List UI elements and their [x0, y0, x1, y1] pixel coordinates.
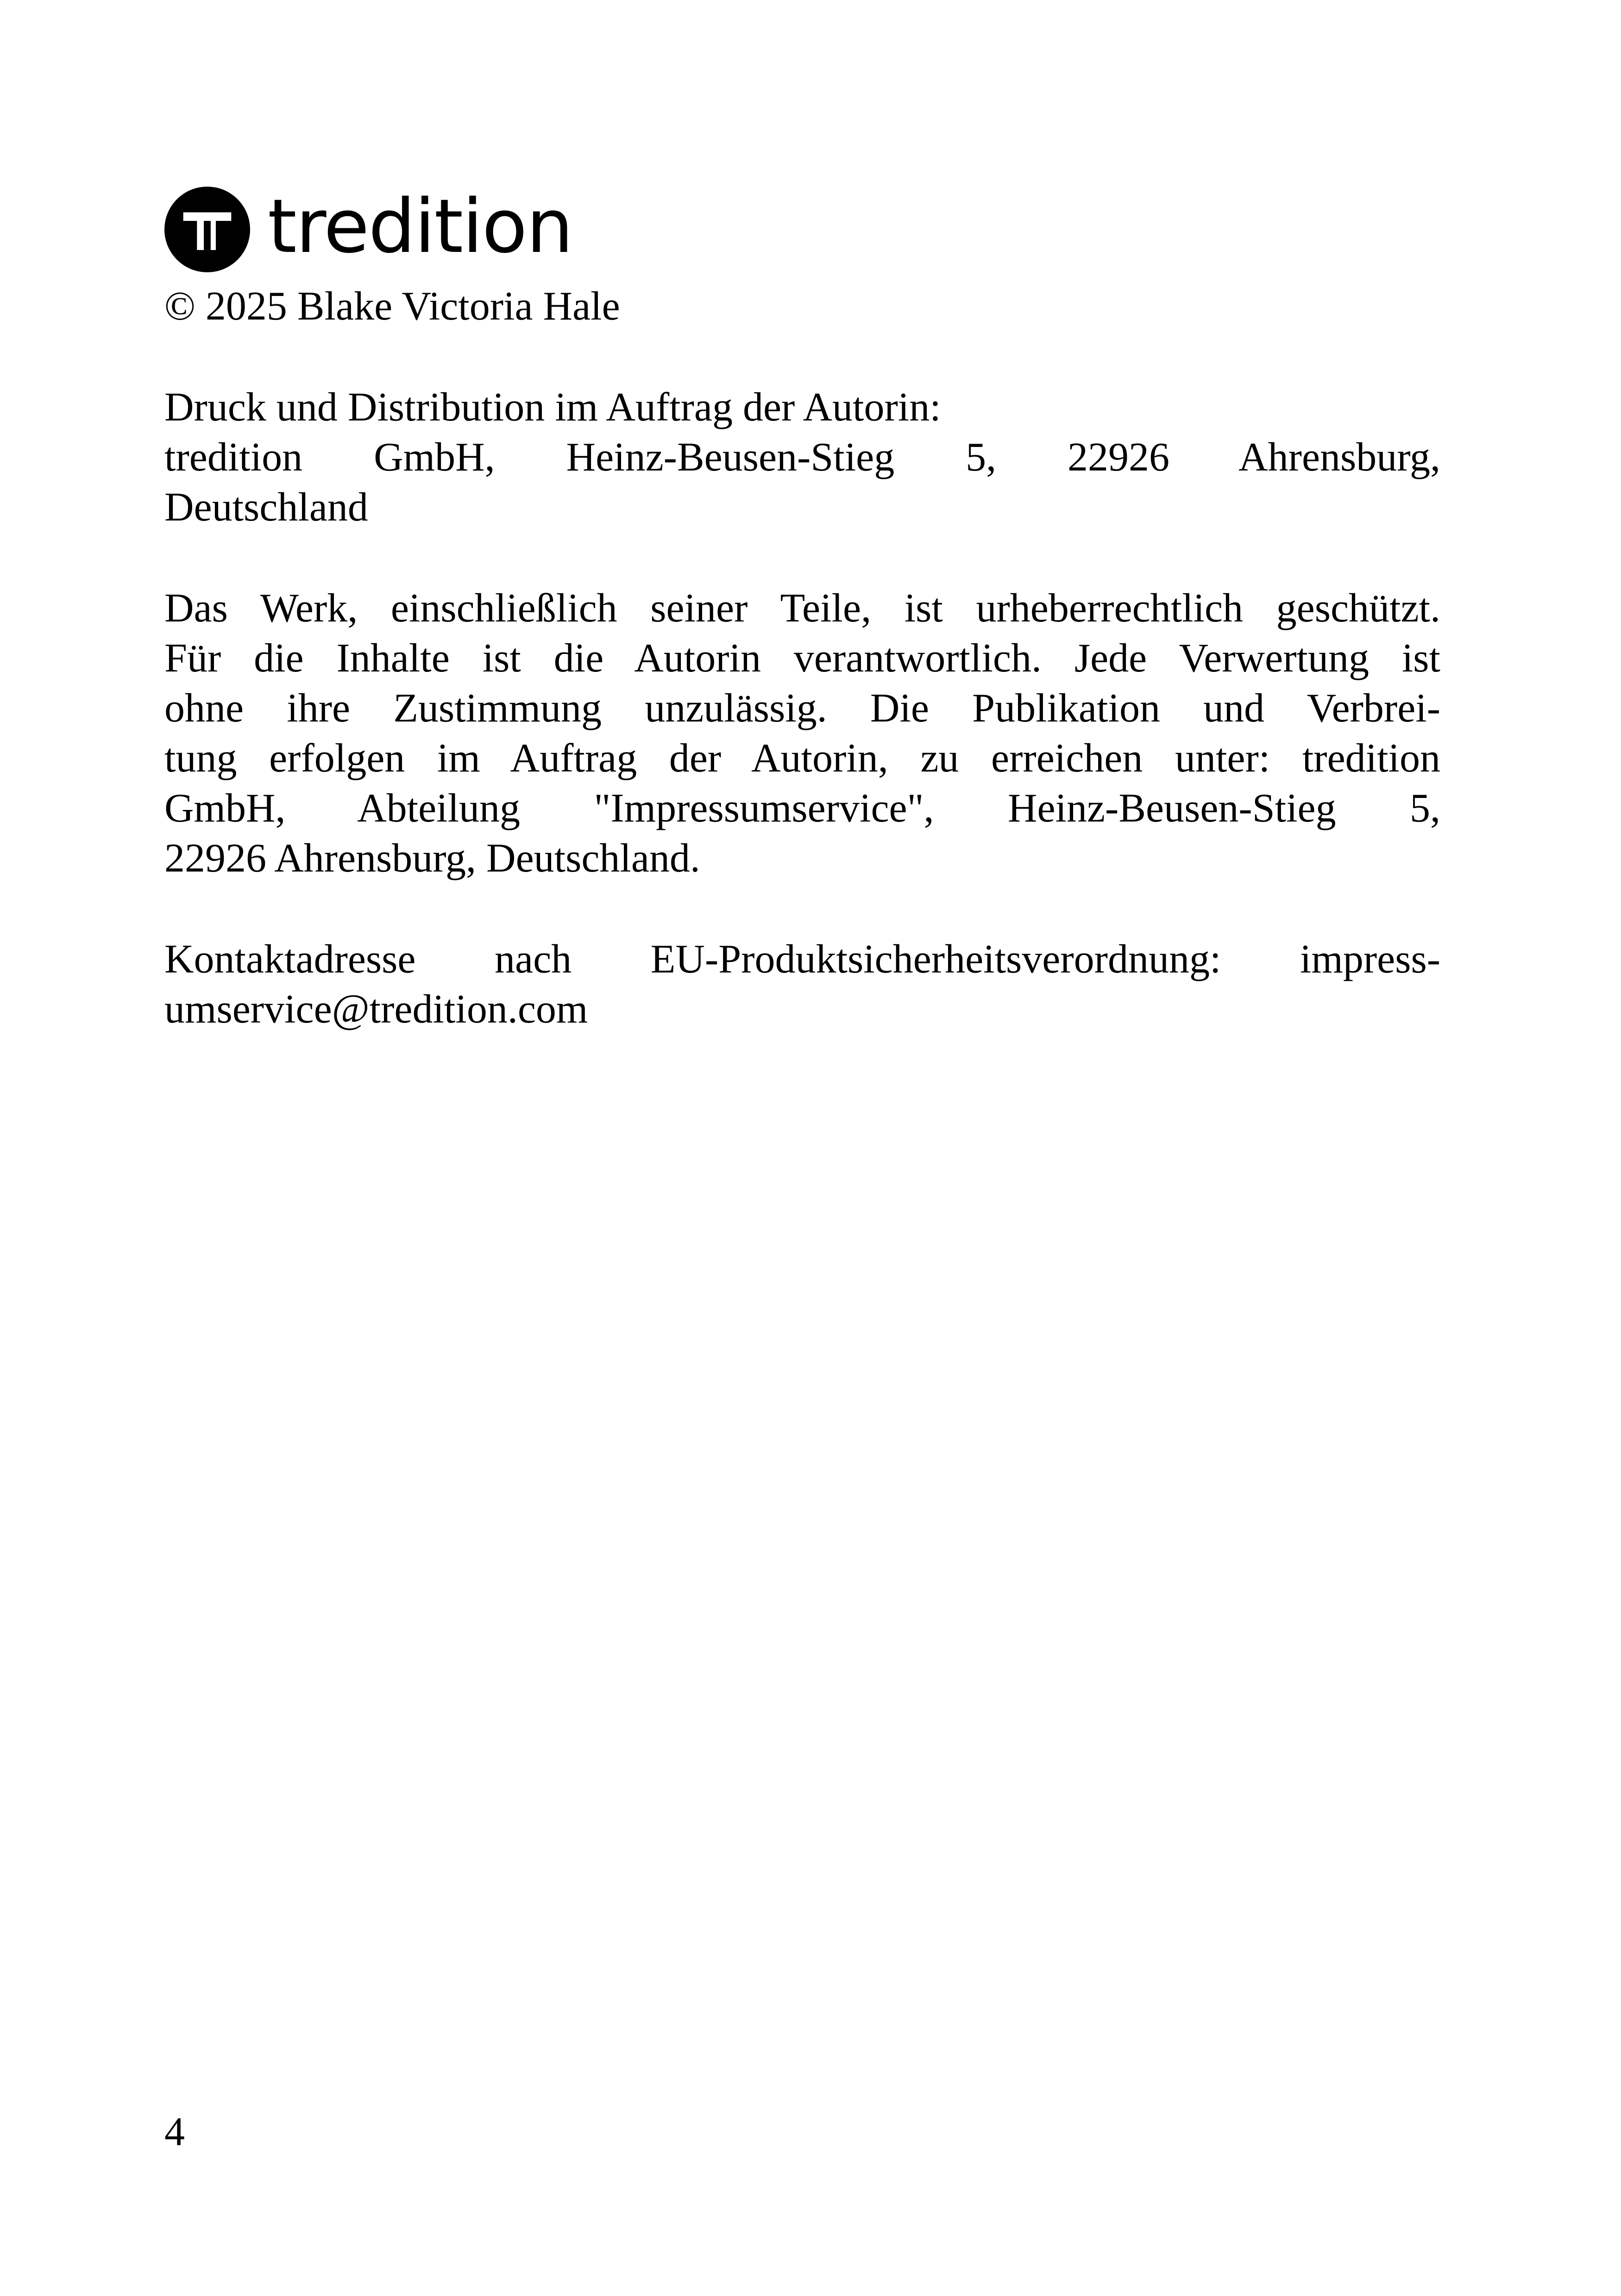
- publisher-wordmark: tredition: [268, 183, 572, 270]
- rights-line: Das Werk, einschließlich seiner Teile, ist urheberrechtlich geschützt.: [164, 586, 1440, 631]
- rights-line: 22926 Ahrensburg, Deutschland.: [164, 836, 700, 881]
- rights-line: Für die Inhalte ist die Autorin verantwortlich. Jede Verwertung ist: [164, 636, 1440, 681]
- distribution-paragraph: [164, 383, 1440, 533]
- rights-line: GmbH, Abteilung "Impressumservice", Heinz-Beusen-Stieg 5,: [164, 786, 1440, 831]
- rights-line: ohne ihre Zustimmung unzulässig. Die Publikation und Verbrei-: [164, 686, 1440, 731]
- distribution-line: Deutschland: [164, 485, 368, 530]
- imprint-page: [164, 185, 1440, 1035]
- copyright-notice: © 2025 Blake Victoria Hale: [164, 284, 620, 329]
- contact-line: umservice@tredition.com: [164, 987, 588, 1032]
- contact-line: Kontaktadresse nach EU-Produktsicherheitsverordnung: impress-: [164, 937, 1440, 982]
- tredition-logo-icon: [164, 187, 250, 272]
- page-number: 4: [164, 2109, 185, 2154]
- distribution-line: tredition GmbH, Heinz-Beusen-Stieg 5, 22926 Ahrensburg,: [164, 435, 1440, 480]
- rights-paragraph: [164, 583, 1440, 884]
- contact-paragraph: [164, 935, 1440, 1035]
- publisher-logo: [164, 185, 1440, 273]
- distribution-line: Druck und Distribution im Auftrag der Autorin:: [164, 385, 941, 430]
- rights-line: tung erfolgen im Auftrag der Autorin, zu erreichen unter: tredition: [164, 736, 1440, 781]
